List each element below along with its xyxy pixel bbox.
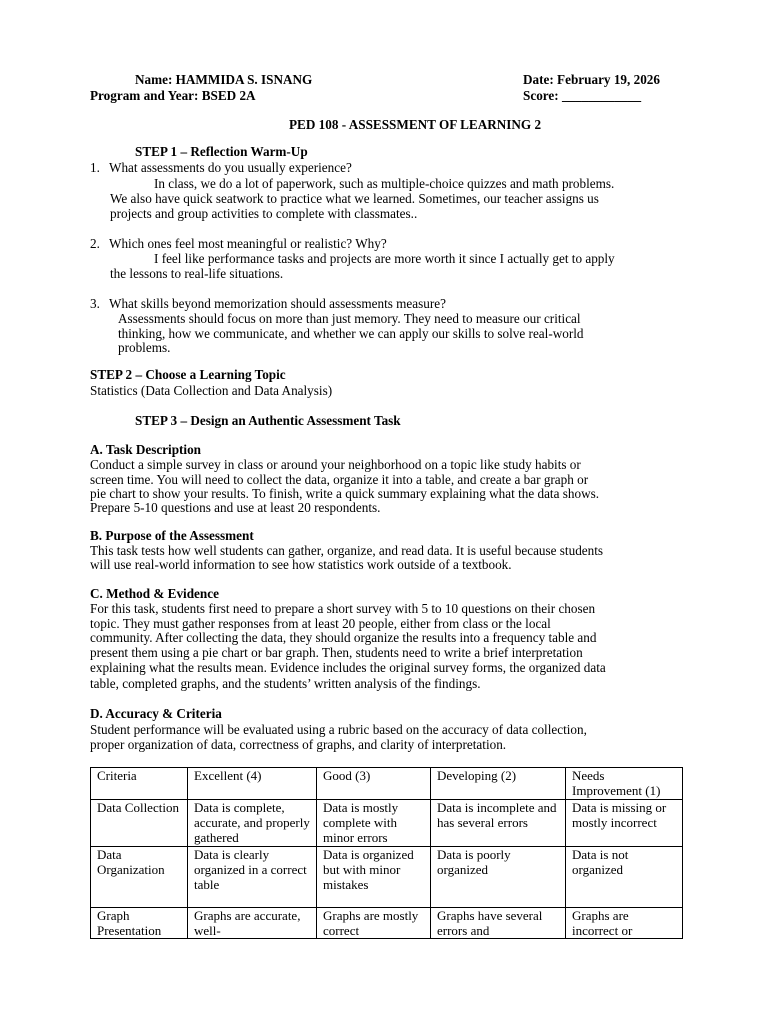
q1-number: 1.: [90, 160, 100, 175]
section-c-line: For this task, students first need to prepare a short survey with 5 to 10 questions on their chosen: [90, 601, 596, 616]
rubric-cell: Data is organized but with minor mistakes: [317, 846, 431, 907]
q1-answer-line: projects and group activities to complete with classmates..: [110, 206, 418, 221]
rubric-cell: Graph Presentation: [91, 907, 188, 939]
rubric-cell: Graphs have several errors and: [431, 907, 566, 939]
section-c-heading: C. Method & Evidence: [90, 586, 219, 601]
q1-answer-line: In class, we do a lot of paperwork, such as multiple-choice quizzes and math problems.: [154, 176, 615, 191]
score: Score: ____________: [523, 88, 642, 103]
section-c-line: table, completed graphs, and the students’ written analysis of the findings.: [90, 676, 481, 691]
q2-number: 2.: [90, 236, 100, 251]
rubric-header-cell: Good (3): [317, 768, 431, 800]
rubric-header-cell: Developing (2): [431, 768, 566, 800]
rubric-cell: Data is incomplete and has several errors: [431, 799, 566, 846]
rubric-header-row: [91, 768, 683, 800]
q2-answer-line: I feel like performance tasks and projects are more worth it since I actually get to apply: [154, 251, 615, 266]
rubric-cell: Data is clearly organized in a correct table: [188, 846, 317, 907]
rubric-cell: Data Collection: [91, 799, 188, 846]
document-title: PED 108 - ASSESSMENT OF LEARNING 2: [289, 117, 542, 132]
section-c-line: explaining what the results mean. Evidence includes the original survey forms, the organized data: [90, 660, 606, 675]
section-b-heading: B. Purpose of the Assessment: [90, 528, 254, 543]
section-c-line: community. After collecting the data, they should organize the results into a frequency table and: [90, 630, 597, 645]
student-name: Name: HAMMIDA S. ISNANG: [135, 72, 313, 87]
q3-answer-line: thinking, how we communicate, and whether we can apply our skills to solve real-world: [118, 326, 584, 341]
rubric-cell: Graphs are mostly correct: [317, 907, 431, 939]
rubric-header-cell: Needs Improvement (1): [566, 768, 683, 800]
step3-heading: STEP 3 – Design an Authentic Assessment Task: [135, 413, 401, 428]
step2-topic: Statistics (Data Collection and Data Analysis): [90, 383, 333, 398]
rubric-cell: Data is complete, accurate, and properly gathered: [188, 799, 317, 846]
section-d-heading: D. Accuracy & Criteria: [90, 706, 222, 721]
section-d-line: proper organization of data, correctness of graphs, and clarity of interpretation.: [90, 737, 507, 752]
rubric-cell: Graphs are incorrect or: [566, 907, 683, 939]
q3-answer-line: problems.: [118, 340, 171, 355]
rubric-cell: Data is not organized: [566, 846, 683, 907]
rubric-cell: Data is poorly organized: [431, 846, 566, 907]
program-year: Program and Year: BSED 2A: [90, 88, 256, 103]
rubric-table: [90, 767, 683, 939]
rubric-cell: Data is mostly complete with minor errors: [317, 799, 431, 846]
q3-answer-line: Assessments should focus on more than just memory. They need to measure our critical: [118, 311, 581, 326]
q1-question: What assessments do you usually experience?: [109, 160, 352, 175]
q2-question: Which ones feel most meaningful or realistic? Why?: [109, 236, 387, 251]
section-a-line: Prepare 5-10 questions and use at least 20 respondents.: [90, 500, 381, 515]
section-a-line: Conduct a simple survey in class or around your neighborhood on a topic like study habits or: [90, 457, 581, 472]
section-a-heading: A. Task Description: [90, 442, 202, 457]
q2-answer-line: the lessons to real-life situations.: [110, 266, 284, 281]
rubric-cell: Graphs are accurate, well-: [188, 907, 317, 939]
step1-heading: STEP 1 – Reflection Warm-Up: [135, 144, 308, 159]
rubric-cell: Data Organization: [91, 846, 188, 907]
rubric-header-cell: Criteria: [91, 768, 188, 800]
section-b-line: This task tests how well students can gather, organize, and read data. It is useful because students: [90, 543, 604, 558]
q1-answer-line: We also have quick seatwork to practice what we learned. Sometimes, our teacher assigns us: [110, 191, 599, 206]
date: Date: February 19, 2026: [523, 72, 660, 87]
section-a-line: screen time. You will need to collect the data, organize it into a table, and create a bar graph or: [90, 472, 589, 487]
rubric-row: [91, 846, 683, 907]
section-a-line: pie chart to show your results. To finish, write a quick summary explaining what the data shows.: [90, 486, 600, 501]
section-c-line: present them using a pie chart or bar graph. Then, students need to write a brief interpretation: [90, 645, 583, 660]
rubric-row: [91, 907, 683, 939]
section-b-line: will use real-world information to see how statistics work outside of a textbook.: [90, 557, 512, 572]
section-d-line: Student performance will be evaluated using a rubric based on the accuracy of data collection,: [90, 722, 587, 737]
rubric-row: [91, 799, 683, 846]
q3-question: What skills beyond memorization should assessments measure?: [109, 296, 446, 311]
section-c-line: topic. They must gather responses from at least 20 people, either from class or the local: [90, 616, 551, 631]
step2-heading: STEP 2 – Choose a Learning Topic: [90, 367, 286, 382]
rubric-header-cell: Excellent (4): [188, 768, 317, 800]
rubric-cell: Data is missing or mostly incorrect: [566, 799, 683, 846]
q3-number: 3.: [90, 296, 100, 311]
